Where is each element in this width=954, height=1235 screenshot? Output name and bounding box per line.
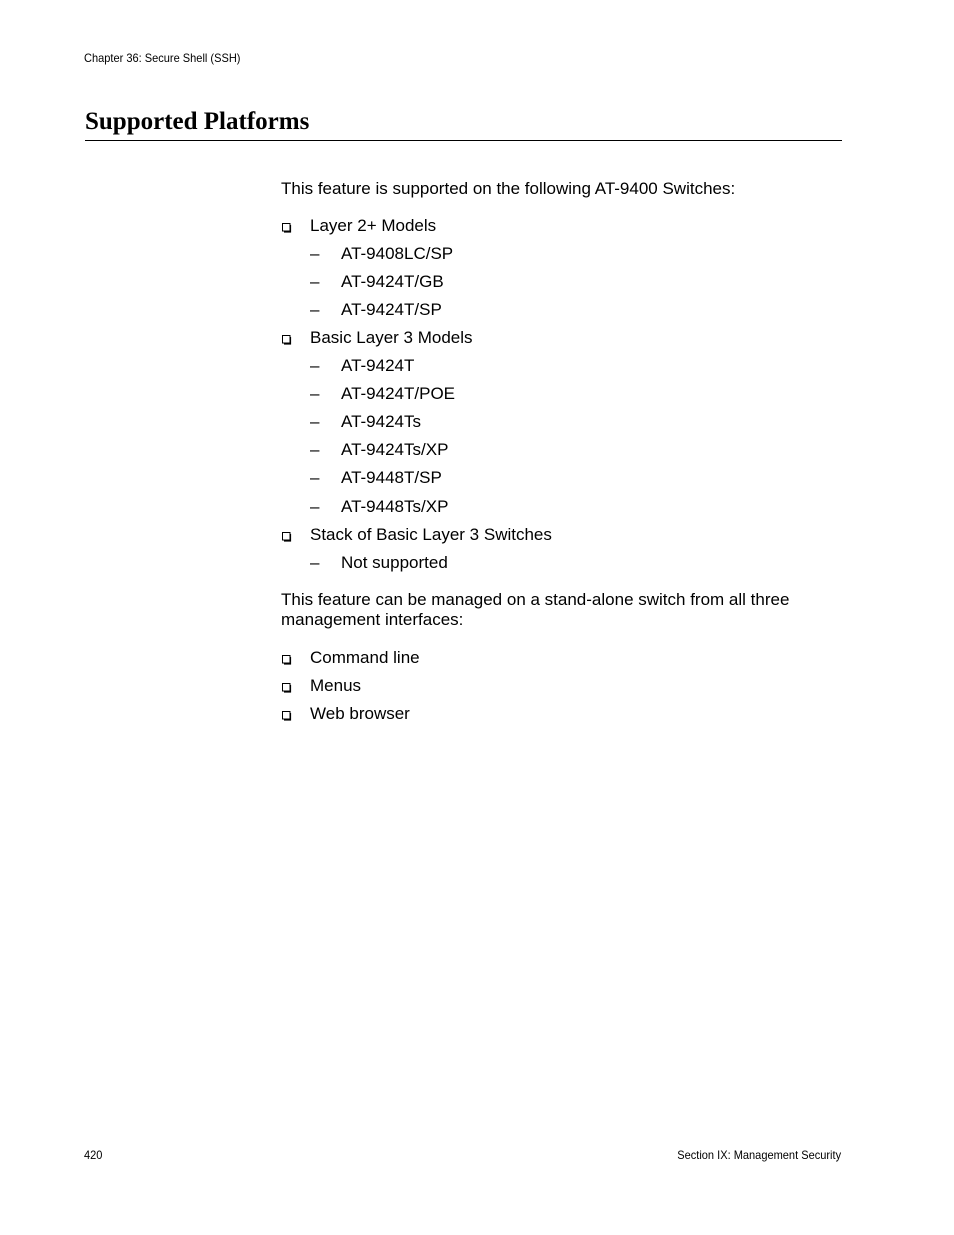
dash-marker: – (310, 440, 320, 459)
checkbox-bullet-icon (282, 683, 292, 693)
management-paragraph: This feature can be managed on a stand-alone switch from all three management interfaces: (281, 590, 790, 629)
footer-section-title: Section IX: Management Security (677, 1148, 841, 1162)
dash-marker: – (310, 553, 320, 572)
checkbox-bullet-icon (282, 655, 292, 665)
model-item: AT-9424T/GB (341, 272, 444, 291)
model-item: AT-9408LC/SP (341, 244, 454, 263)
interface-item: Command line (310, 648, 420, 667)
intro-paragraph: This feature is supported on the following AT-9400 Switches: (281, 179, 736, 198)
dash-marker: – (310, 497, 320, 516)
model-item: AT-9424T/POE (341, 384, 456, 403)
platform-label: Layer 2+ Models (310, 216, 437, 235)
model-item: AT-9424T (341, 356, 415, 375)
checkbox-bullet-icon (282, 335, 292, 345)
dash-marker: – (310, 384, 320, 403)
model-item: AT-9424Ts/XP (341, 440, 449, 459)
model-item: AT-9424T/SP (341, 300, 442, 319)
title-rule (85, 140, 842, 141)
checkbox-bullet-icon (282, 711, 292, 721)
page-title: Supported Platforms (85, 108, 310, 135)
page-number: 420 (84, 1148, 103, 1162)
dash-marker: – (310, 300, 320, 319)
dash-marker: – (310, 412, 320, 431)
checkbox-bullet-icon (282, 532, 292, 542)
dash-marker: – (310, 244, 320, 263)
dash-marker: – (310, 468, 320, 487)
interface-item: Web browser (310, 704, 410, 723)
dash-marker: – (310, 272, 320, 291)
model-item: AT-9424Ts (341, 412, 422, 431)
model-item: AT-9448T/SP (341, 468, 442, 487)
running-header: Chapter 36: Secure Shell (SSH) (84, 51, 241, 65)
checkbox-bullet-icon (282, 223, 292, 233)
platform-label: Stack of Basic Layer 3 Switches (310, 525, 552, 544)
dash-marker: – (310, 356, 320, 375)
model-item: Not supported (341, 553, 448, 572)
model-item: AT-9448Ts/XP (341, 497, 449, 516)
platform-label: Basic Layer 3 Models (310, 328, 473, 347)
interface-item: Menus (310, 676, 362, 695)
